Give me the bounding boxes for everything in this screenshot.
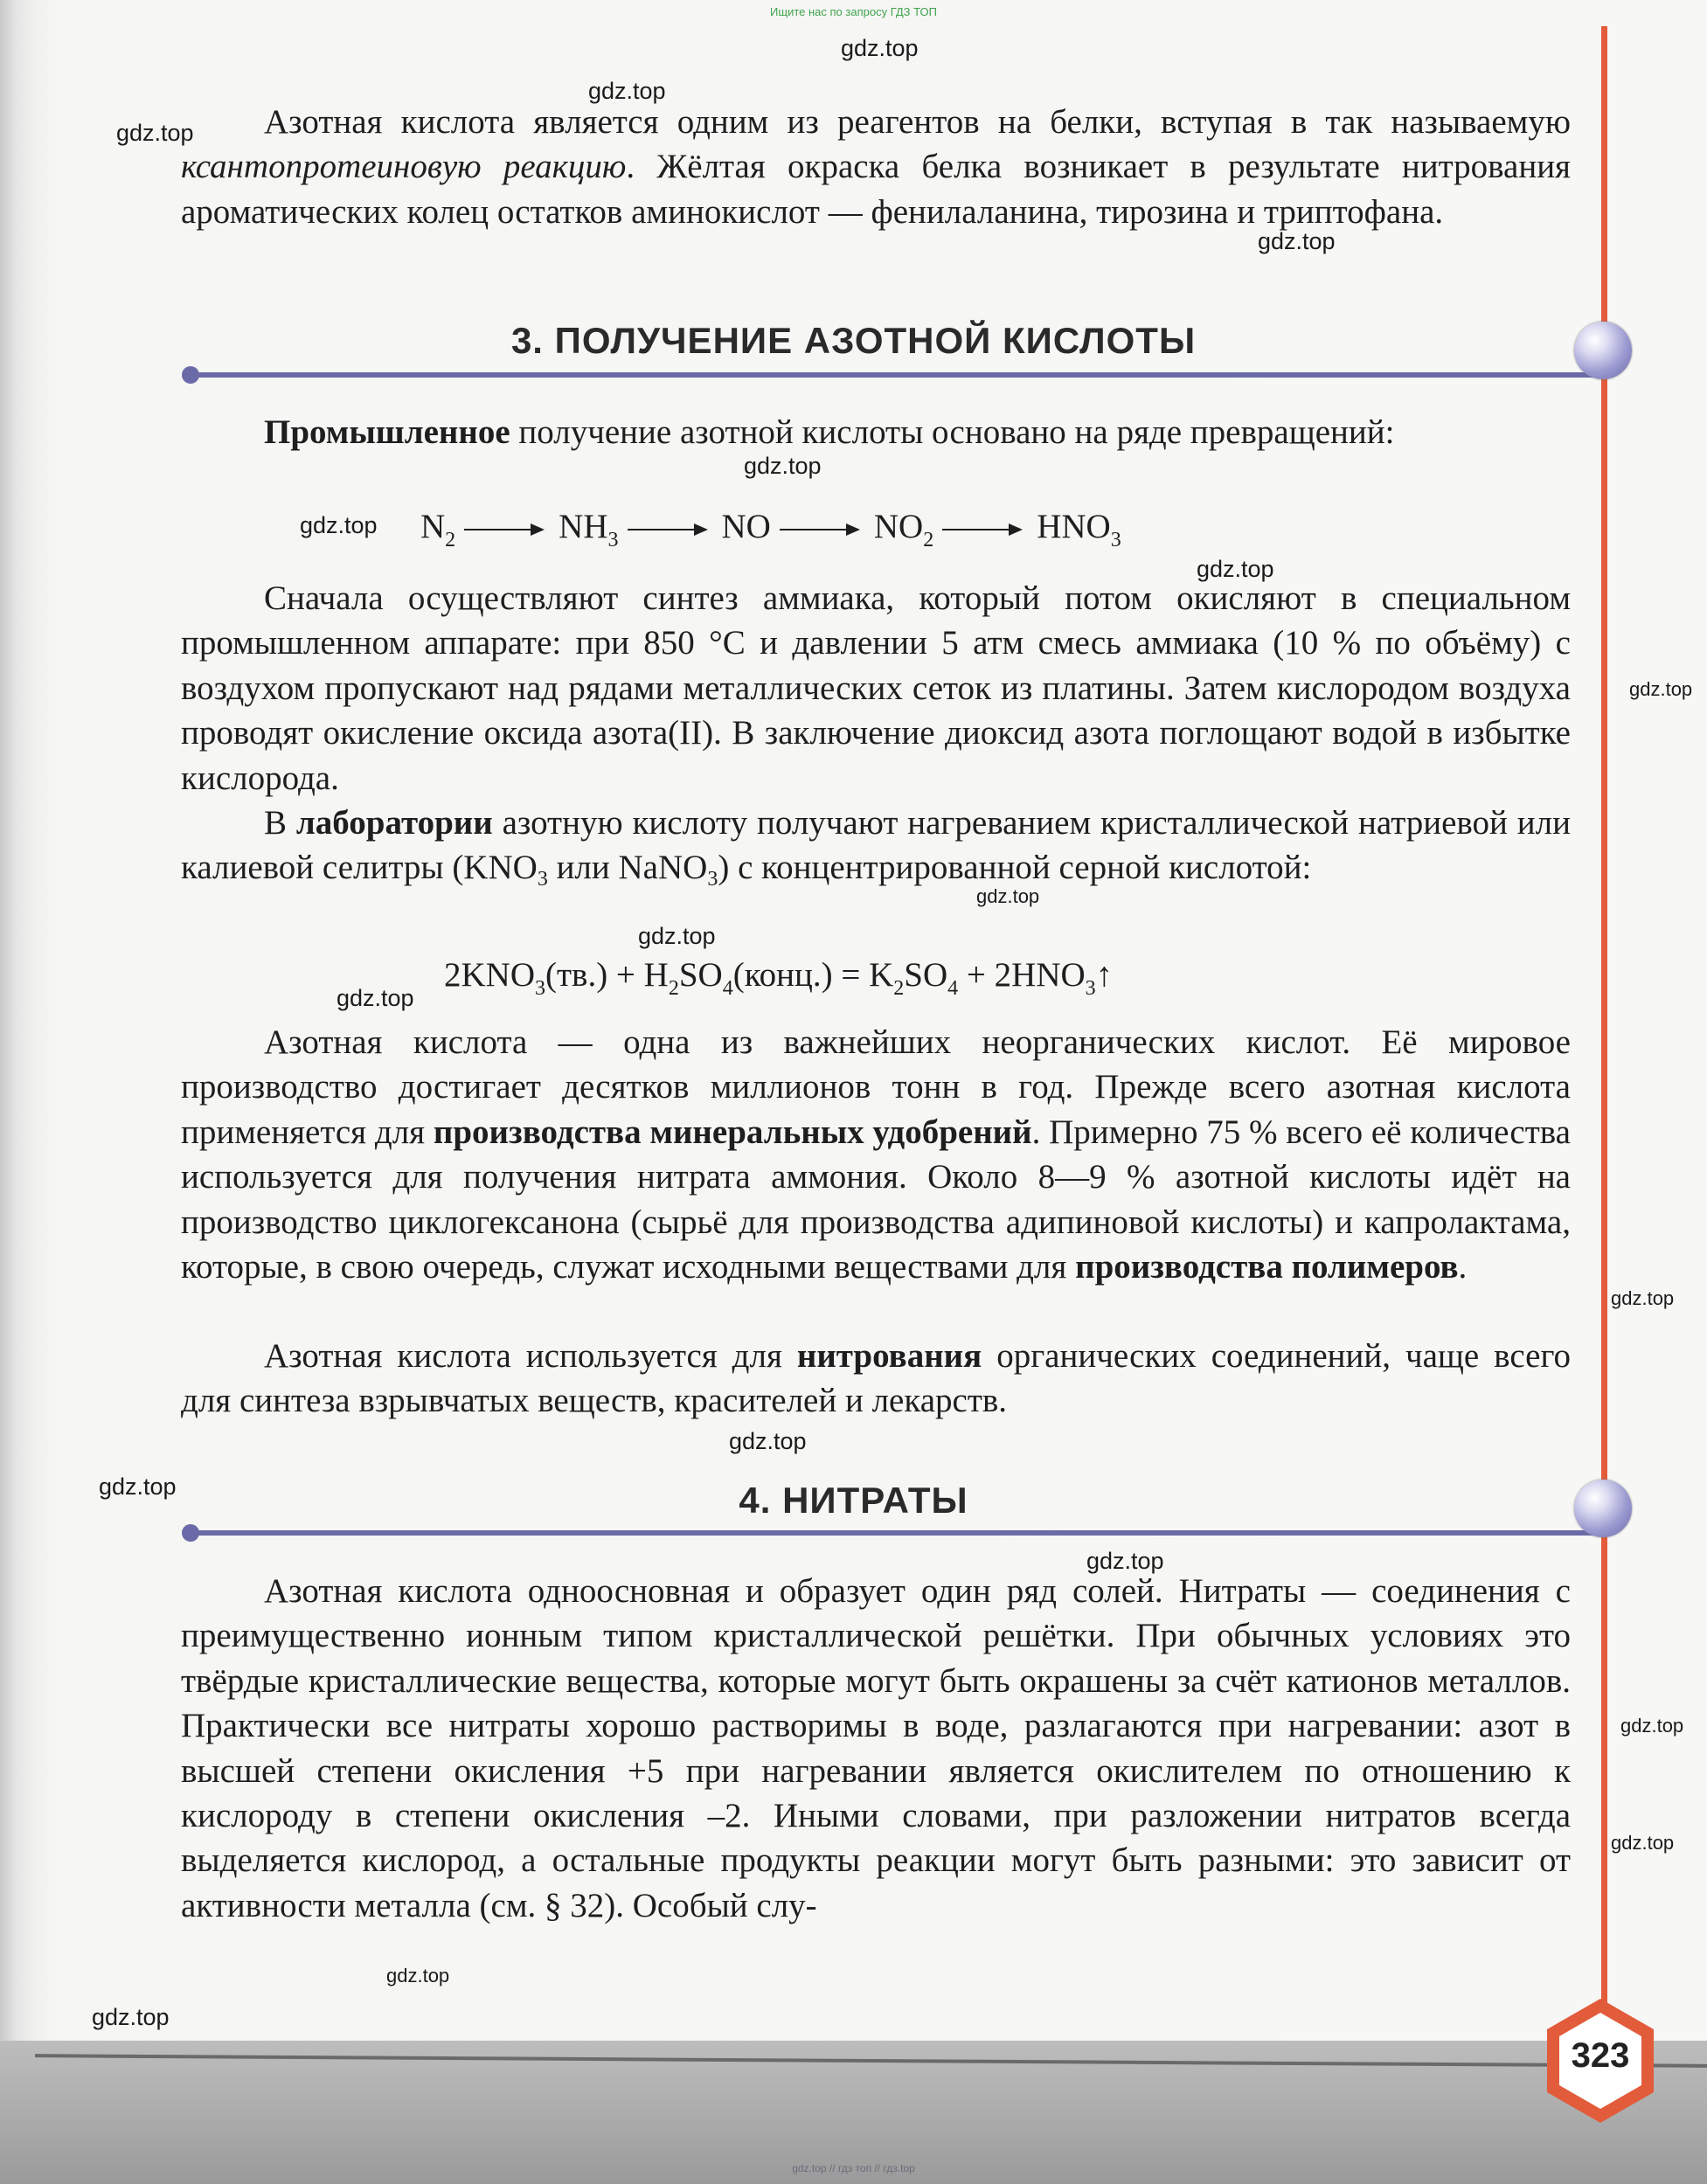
subscript: 2 bbox=[445, 529, 456, 551]
text-run: В bbox=[264, 804, 296, 842]
paragraph-xanthoprotein bbox=[181, 100, 1571, 234]
eq-part: SO bbox=[904, 956, 948, 994]
formula-no2: NO bbox=[873, 508, 924, 545]
text-run: Азотная кислота является одним из реагентов на белки, вступая в так называемую bbox=[264, 103, 1571, 141]
subscript: 4 bbox=[947, 977, 959, 1000]
section-4-title: 4. НИТРАТЫ bbox=[739, 1480, 968, 1521]
text-run: ) с концентрированной серной кислотой: bbox=[718, 849, 1312, 887]
watermark: gdz.top bbox=[588, 78, 666, 104]
italic-term: ксантопротеиновую реакцию bbox=[181, 148, 627, 186]
right-arrow-icon bbox=[628, 521, 708, 538]
laboratory-equation bbox=[444, 955, 1114, 1000]
watermark: gdz.top bbox=[1197, 556, 1274, 582]
watermark: gdz.top bbox=[1086, 1548, 1164, 1574]
subscript: 3 bbox=[707, 868, 718, 891]
watermark: gdz.top bbox=[386, 1965, 450, 1986]
rule-end-dot bbox=[182, 1524, 199, 1542]
subscript: 4 bbox=[722, 977, 733, 1000]
formula-nh3: NH bbox=[559, 508, 608, 545]
watermark: gdz.top bbox=[1258, 228, 1336, 254]
eq-part: SO bbox=[678, 956, 723, 994]
text-run: . bbox=[1458, 1248, 1468, 1286]
paragraph-industrial bbox=[181, 410, 1571, 454]
text-run: или NaNO bbox=[547, 849, 708, 887]
watermark: gdz.top bbox=[1620, 1715, 1684, 1737]
watermark: gdz.top bbox=[638, 923, 716, 949]
formula-n2: N bbox=[420, 508, 446, 545]
watermark: gdz.top bbox=[300, 512, 378, 538]
subscript: 2 bbox=[668, 977, 679, 1000]
rule-ball-ornament bbox=[1574, 322, 1632, 379]
conversion-scheme bbox=[420, 507, 1121, 551]
formula-hno3: HNO bbox=[1037, 508, 1111, 545]
text-run: азотную кислоту получают нагреванием кристаллической натриевой или калиевой селитры (KNO bbox=[181, 804, 1572, 887]
watermark: gdz.top bbox=[744, 453, 822, 479]
rule-end-dot bbox=[182, 366, 199, 384]
eq-part: 2KNO bbox=[444, 956, 535, 994]
footer-note[interactable]: gdz.top // гдз топ // гдз.top bbox=[792, 2162, 915, 2174]
bold-term: производства минеральных удобрений bbox=[433, 1113, 1032, 1151]
right-arrow-icon bbox=[780, 521, 860, 538]
right-arrow-icon bbox=[464, 521, 545, 538]
subscript: 3 bbox=[535, 977, 545, 1000]
section-3-title: 3. ПОЛУЧЕНИЕ АЗОТНОЙ КИСЛОТЫ bbox=[510, 320, 1197, 361]
bold-term: производства полимеров bbox=[1075, 1248, 1459, 1286]
watermark: gdz.top bbox=[1611, 1832, 1675, 1854]
watermark: gdz.top bbox=[337, 985, 414, 1011]
watermark: gdz.top bbox=[729, 1428, 807, 1454]
watermark: gdz.top bbox=[976, 885, 1040, 907]
watermark: gdz.top bbox=[92, 2004, 170, 2030]
bold-term: лаборатории bbox=[295, 804, 493, 842]
watermark: gdz.top bbox=[99, 1473, 177, 1500]
right-arrow-icon bbox=[942, 521, 1023, 538]
text-run: получение азотной кислоты основано на ряде превращений: bbox=[510, 413, 1395, 451]
text-run: Сначала осуществляют синтез аммиака, который потом окисляют в специальном промышленном аппарате: при 850 °С и давлении 5 атм смесь аммиака (10 % по объёму) с воздухом пропускают над рядами металлических сеток из платины. Затем кислородом воздуха проводят окисление оксида азота(II). В заключение диоксид азота поглощают водой в избытке кислорода. bbox=[181, 579, 1571, 797]
watermark: gdz.top bbox=[1629, 678, 1693, 700]
paragraph-ammonia-oxidation bbox=[181, 576, 1571, 801]
paragraph-nitrates bbox=[181, 1569, 1571, 1928]
subscript: 3 bbox=[1085, 977, 1096, 1000]
subscript: 2 bbox=[923, 529, 934, 551]
watermark: gdz.top bbox=[841, 35, 919, 61]
eq-part: (тв.) + H bbox=[545, 956, 669, 994]
subscript: 3 bbox=[607, 529, 619, 551]
bold-term: нитрования bbox=[796, 1337, 982, 1375]
header-note[interactable]: Ищите нас по запросу ГДЗ ТОП bbox=[770, 5, 937, 18]
paragraph-laboratory bbox=[181, 801, 1571, 891]
subscript: 3 bbox=[1110, 529, 1121, 551]
text-run: . Жёлтая окраска белка возникает в результате нитрования ароматических колец остатков аминокислот — фенилаланина, тирозина и триптофана. bbox=[181, 148, 1572, 231]
text-run: Азотная кислота — одна из важнейших неорганических кислот. Её мировое производство достигает десятков миллионов тонн в год. Прежде всего азотная кислота применяется для bbox=[181, 1023, 1571, 1151]
text-run: Азотная кислота используется для bbox=[264, 1337, 797, 1375]
paragraph-importance bbox=[181, 1020, 1571, 1289]
text-run: . Примерно 75 % всего её количества используется для получения нитрата аммония. Около 8—9 % азотной кислоты идёт на производство циклогексанона (сырьё для производства адипиновой кислоты) и капролактама, которые, в свою очередь, служат исходными веществами для bbox=[181, 1113, 1571, 1286]
formula-no: NO bbox=[721, 508, 771, 545]
watermark: gdz.top bbox=[116, 120, 194, 146]
text-run: Азотная кислота одноосновная и образует один ряд солей. Нитраты — соединения с преимущественно ионным типом кристаллической решётки. При обычных условиях это твёрдые кристаллические вещества, которые могут быть окрашены за счёт катионов металлов. Практически все нитраты хорошо растворимы в воде, разлагаются при нагревании: азот в высшей степени окисления +5 при нагревании является окислителем по отношению к кислороду в степени окисления –2. Иными словами, при разложении нитратов всегда выделяется кислород, а остальные продукты реакции могут быть разными: это зависит от активности металла (см. § 32). Особый слу- bbox=[181, 1572, 1571, 1924]
section-3-rule bbox=[191, 372, 1598, 378]
section-4-rule bbox=[191, 1530, 1598, 1536]
eq-part: + 2HNO bbox=[958, 956, 1086, 994]
bold-term: Промышленное bbox=[264, 413, 510, 451]
text-run: органических соединений, чаще всего для синтеза взрывчатых веществ, красителей и лекарств. bbox=[181, 1337, 1571, 1420]
subscript: 2 bbox=[893, 977, 905, 1000]
eq-part: (конц.) = K bbox=[732, 956, 894, 994]
subscript: 3 bbox=[537, 868, 548, 891]
paragraph-nitration bbox=[181, 1334, 1571, 1424]
watermark: gdz.top bbox=[1611, 1287, 1675, 1309]
rule-ball-ornament bbox=[1574, 1480, 1632, 1537]
page-number: 323 bbox=[1571, 2036, 1630, 2075]
up-arrow-icon: ↑ bbox=[1095, 956, 1114, 994]
